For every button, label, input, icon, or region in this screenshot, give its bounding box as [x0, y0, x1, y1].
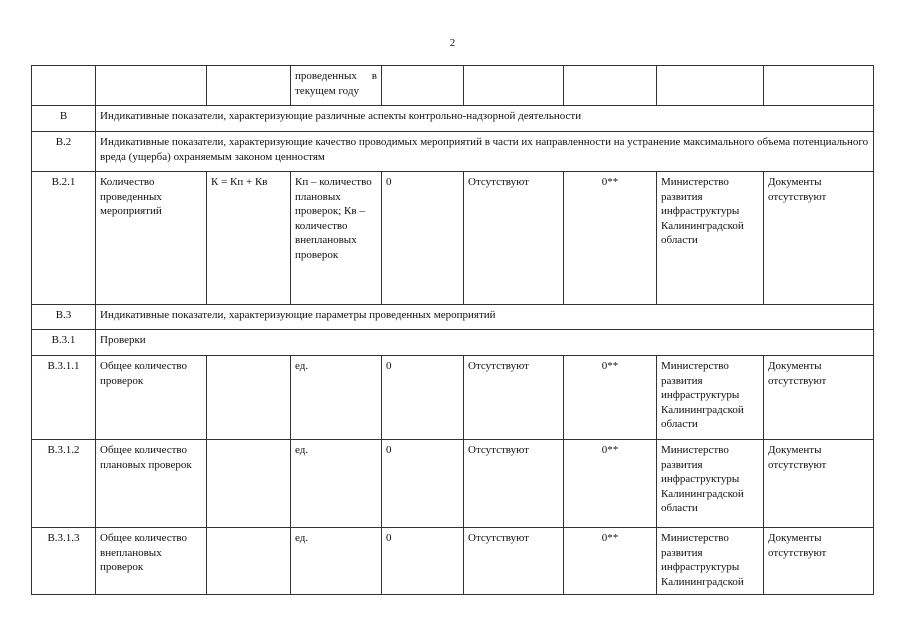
cell-formula-description: ед.	[291, 528, 382, 595]
cell-indicator-name: Общее количество внеплановых проверок	[96, 528, 207, 595]
section-title: Индикативные показатели, характеризующие параметры проведенных мероприятий	[96, 305, 874, 330]
cell-value: 0	[382, 172, 464, 305]
cell-value: 0	[382, 356, 464, 440]
cell-source: Отсутствуют	[464, 172, 564, 305]
cell-indicator-name: Общее количество проверок	[96, 356, 207, 440]
table-row	[32, 66, 874, 106]
cell-code: В.3.1.3	[32, 528, 96, 595]
cell-source: Отсутствуют	[464, 356, 564, 440]
cell-target: 0**	[564, 356, 657, 440]
cell-source	[464, 66, 564, 106]
section-code: В	[32, 106, 96, 132]
cell-source: Отсутствуют	[464, 440, 564, 528]
cell-code	[32, 66, 96, 106]
section-code: В.3.1	[32, 330, 96, 356]
cell-responsible: Министерство развития инфраструктуры Калининградской области	[657, 356, 764, 440]
cell-indicator-name: Количество проведенных мероприятий	[96, 172, 207, 305]
cell-value: 0	[382, 440, 464, 528]
cell-documents: Документы отсутствуют	[764, 356, 874, 440]
cell-code: В.3.1.1	[32, 356, 96, 440]
cell-responsible: Министерство развития инфраструктуры Калининградской области	[657, 172, 764, 305]
cell-formula	[207, 528, 291, 595]
cell-source: Отсутствуют	[464, 528, 564, 595]
section-row	[32, 106, 874, 132]
cell-formula-description: ед.	[291, 440, 382, 528]
cell-formula	[207, 66, 291, 106]
table-row	[32, 528, 874, 595]
cell-responsible: Министерство развития инфраструктуры Калининградской области	[657, 440, 764, 528]
table-row	[32, 172, 874, 305]
cell-formula-description: Кп – количество плановых проверок; Кв – количество внеплановых проверок	[291, 172, 382, 305]
section-row	[32, 132, 874, 172]
indicators-table	[31, 65, 874, 595]
cell-documents: Документы отсутствуют	[764, 528, 874, 595]
cell-target: 0**	[564, 172, 657, 305]
cell-value: 0	[382, 528, 464, 595]
table-row	[32, 440, 874, 528]
cell-documents	[764, 66, 874, 106]
section-code: В.3	[32, 305, 96, 330]
cell-formula	[207, 440, 291, 528]
cell-target	[564, 66, 657, 106]
cell-target: 0**	[564, 440, 657, 528]
cell-responsible: Министерство развития инфраструктуры Калининградской	[657, 528, 764, 595]
section-title: Проверки	[96, 330, 874, 356]
section-code: В.2	[32, 132, 96, 172]
cell-formula-description: проведенных в текущем году	[291, 66, 382, 106]
cell-code: В.3.1.2	[32, 440, 96, 528]
cell-formula: К = Кп + Кв	[207, 172, 291, 305]
cell-documents: Документы отсутствуют	[764, 172, 874, 305]
section-row	[32, 305, 874, 330]
cell-value	[382, 66, 464, 106]
table-row	[32, 356, 874, 440]
section-title: Индикативные показатели, характеризующие различные аспекты контрольно-надзорной деятельности	[96, 106, 874, 132]
cell-formula	[207, 356, 291, 440]
cell-target: 0**	[564, 528, 657, 595]
page-number: 2	[449, 37, 456, 49]
section-title: Индикативные показатели, характеризующие качество проводимых мероприятий в части их направленности на устранение максимального объема потенциального вреда (ущерба) охраняемым законом ценностям	[96, 132, 874, 172]
cell-indicator-name: Общее количество плановых проверок	[96, 440, 207, 528]
cell-indicator-name	[96, 66, 207, 106]
cell-code: В.2.1	[32, 172, 96, 305]
cell-formula-description: ед.	[291, 356, 382, 440]
cell-documents: Документы отсутствуют	[764, 440, 874, 528]
section-row	[32, 330, 874, 356]
cell-responsible	[657, 66, 764, 106]
